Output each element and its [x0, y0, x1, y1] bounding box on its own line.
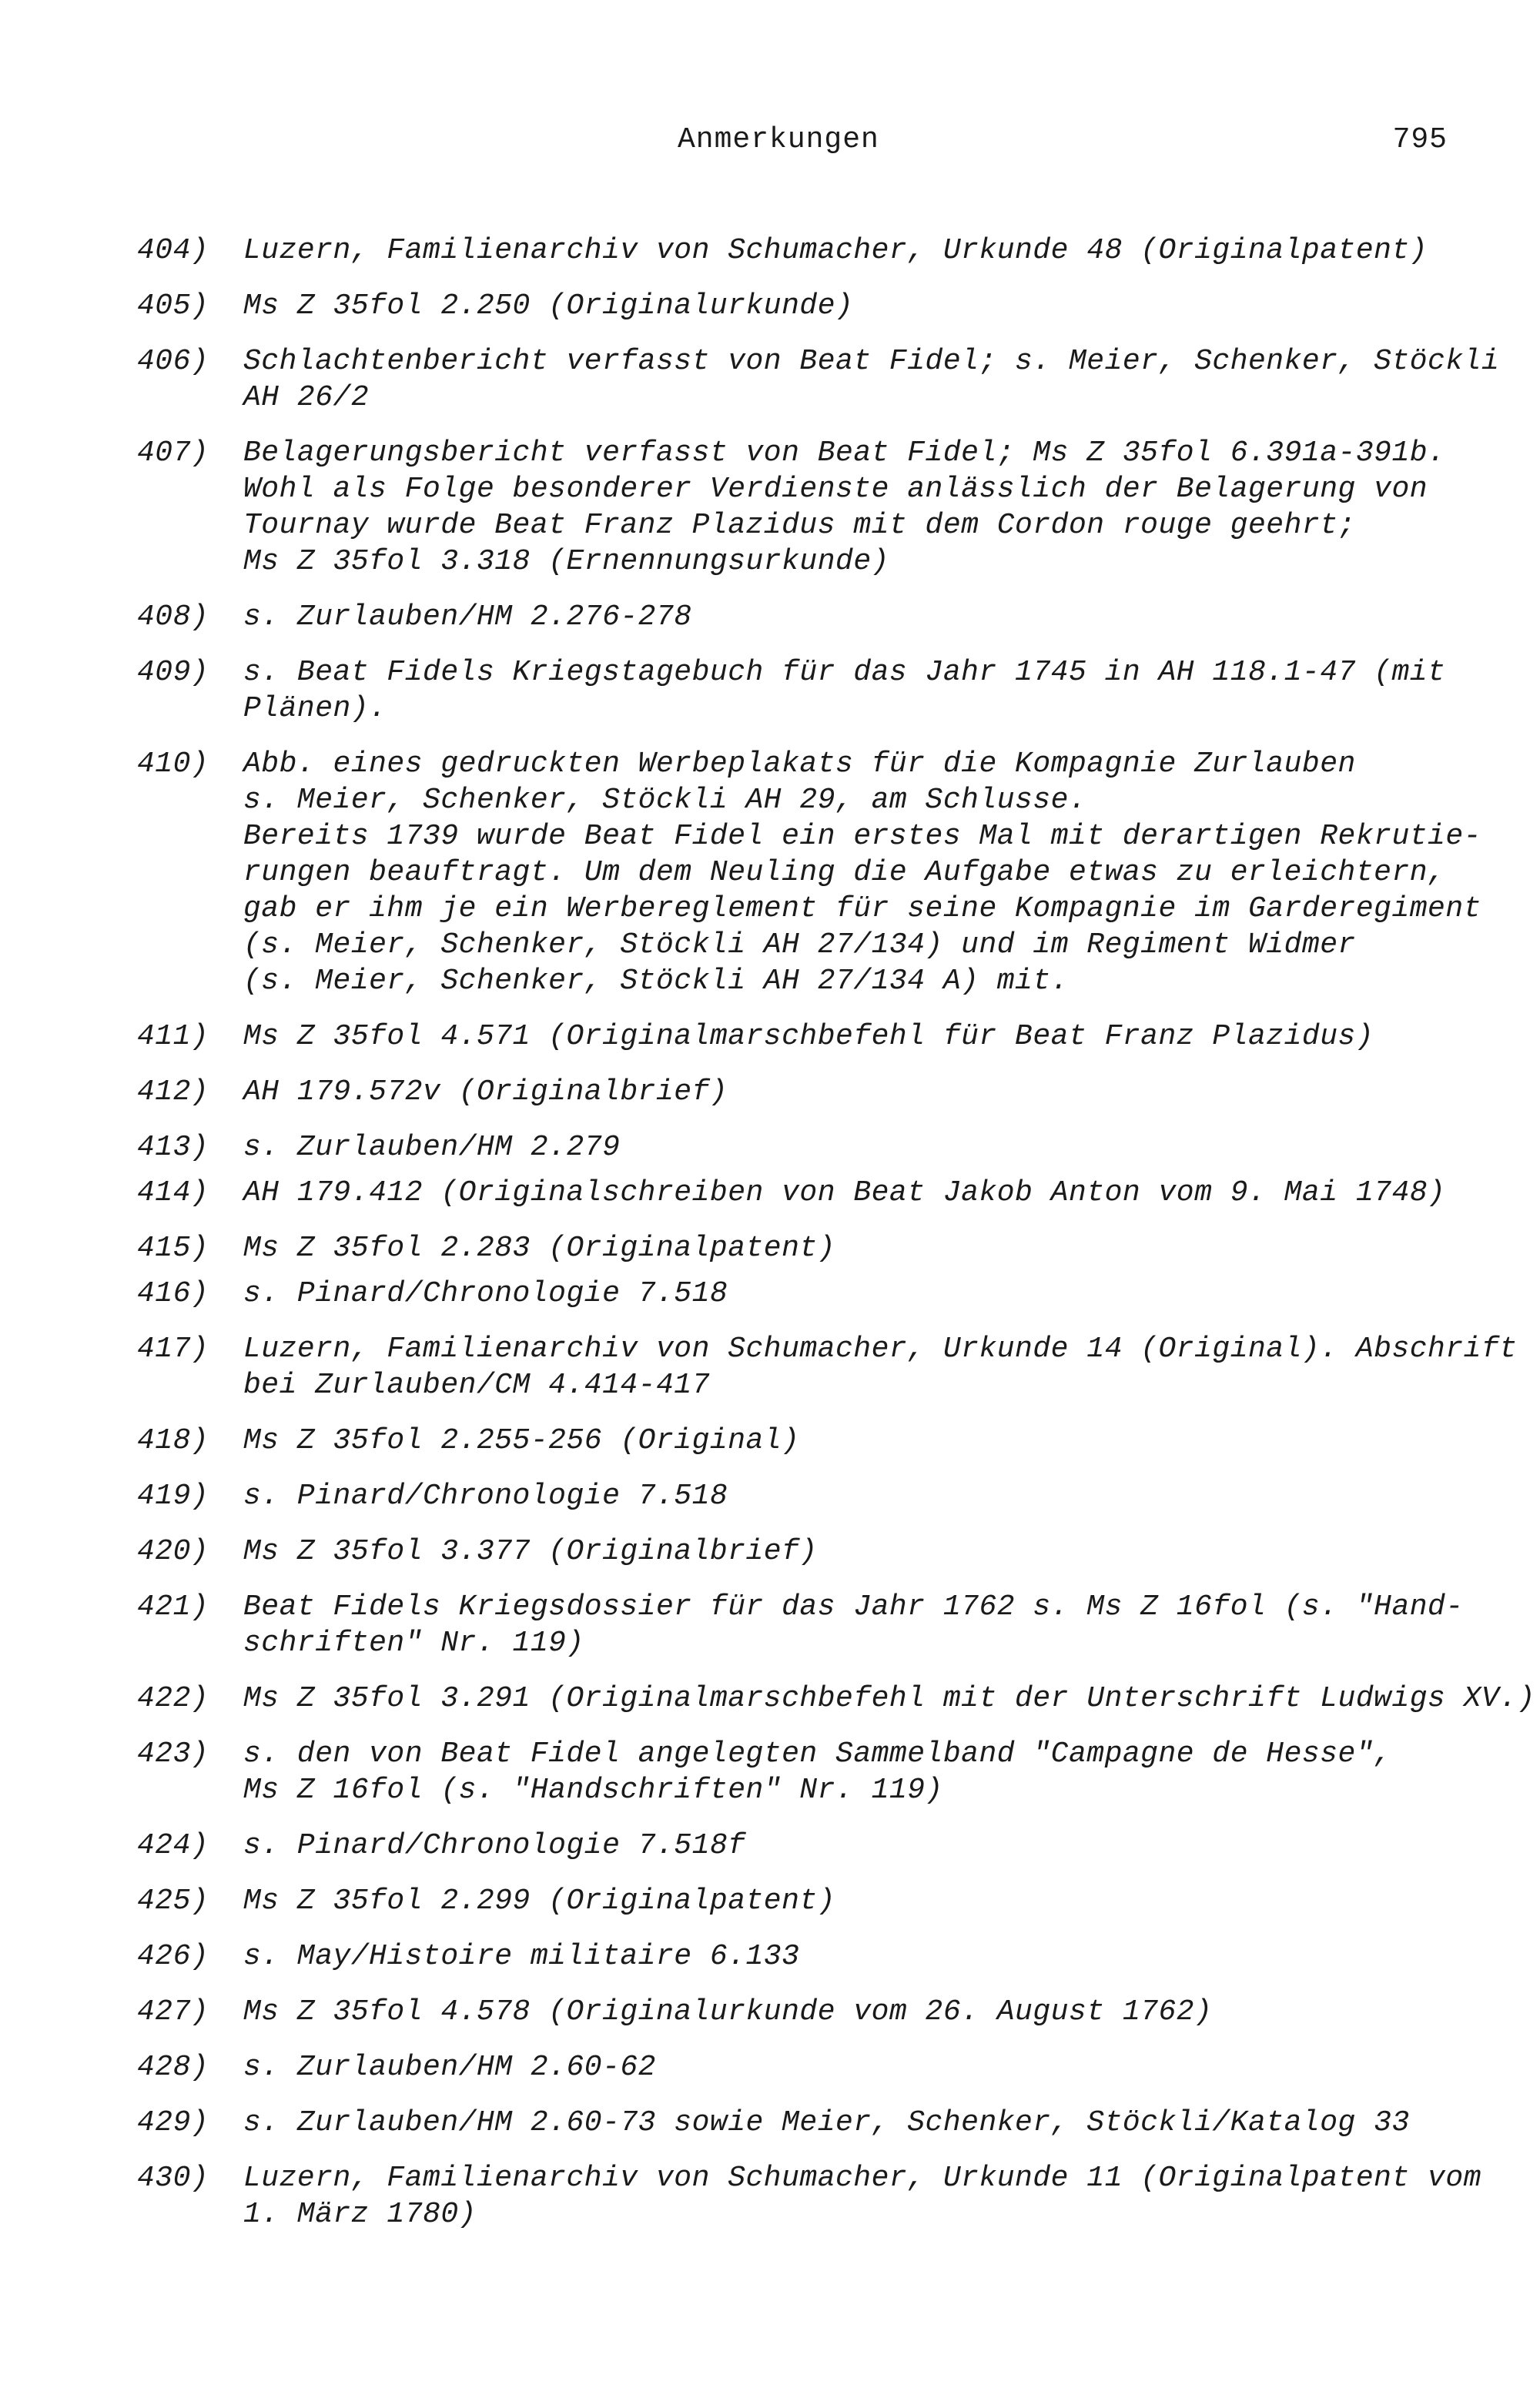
- note-text-line: s. Zurlauben/HM 2.276-278: [243, 600, 692, 634]
- note-text-line: AH 179.412 (Originalschreiben von Beat Jakob Anton vom 9. Mai 1748): [243, 1176, 1446, 1209]
- note-text-line: Plänen).: [243, 692, 387, 725]
- note-text-line: Ms Z 16fol (s. "Handschriften" Nr. 119): [243, 1774, 943, 1807]
- page-title: Anmerkungen: [678, 123, 879, 156]
- note-text-line: Ms Z 35fol 2.255-256 (Original): [243, 1424, 800, 1457]
- note-text: [243, 2105, 1475, 2141]
- note-number: 424): [137, 1829, 209, 1862]
- note-number: 429): [137, 2106, 209, 2139]
- note-item: [0, 1276, 1540, 1312]
- note-text: [243, 435, 1475, 580]
- note-text-line: s. Zurlauben/HM 2.60-73 sowie Meier, Schenker, Stöckli/Katalog 33: [243, 2106, 1410, 2139]
- note-number: 405): [137, 289, 209, 323]
- note-text-line: Ms Z 35fol 3.291 (Originalmarschbefehl mit der Unterschrift Ludwigs XV.): [243, 1682, 1535, 1715]
- note-item: [0, 1533, 1540, 1570]
- note-text: [243, 1938, 1475, 1975]
- note-text-line: s. Zurlauben/HM 2.60-62: [243, 2051, 656, 2084]
- note-text-line: Luzern, Familienarchiv von Schumacher, Urkunde 11 (Originalpatent vom: [243, 2162, 1481, 2195]
- note-item: [0, 2049, 1540, 2085]
- note-text-line: gab er ihm je ein Werbereglement für seine Kompagnie im Garderegiment: [243, 892, 1481, 925]
- note-item: [0, 1423, 1540, 1459]
- note-number: 422): [137, 1682, 209, 1715]
- note-number: 414): [137, 1176, 209, 1209]
- note-text-line: s. Pinard/Chronologie 7.518f: [243, 1829, 746, 1862]
- note-item: [0, 288, 1540, 324]
- note-text-line: AH 179.572v (Originalbrief): [243, 1075, 728, 1109]
- note-item: [0, 1175, 1540, 1211]
- note-text: [243, 1736, 1475, 1808]
- note-text: [243, 1018, 1475, 1055]
- note-text-line: Abb. eines gedruckten Werbeplakats für die Kompagnie Zurlauben: [243, 747, 1356, 781]
- note-text: [243, 343, 1500, 416]
- note-text: [243, 1589, 1475, 1661]
- note-item: [0, 1230, 1540, 1266]
- note-number: 419): [137, 1480, 209, 1513]
- note-text-line: s. Pinard/Chronologie 7.518: [243, 1480, 728, 1513]
- note-text-line: Ms Z 35fol 4.571 (Originalmarschbefehl für Beat Franz Plazidus): [243, 1020, 1374, 1053]
- note-number: 425): [137, 1885, 209, 1918]
- note-number: 408): [137, 600, 209, 634]
- note-item: [0, 746, 1540, 999]
- note-number: 410): [137, 747, 209, 781]
- note-text: [243, 1230, 1475, 1266]
- note-text-line: Wohl als Folge besonderer Verdienste anlässlich der Belagerung von: [243, 473, 1428, 506]
- note-text: [243, 599, 1475, 635]
- note-text-line: s. den von Beat Fidel angelegten Sammelband "Campagne de Hesse",: [243, 1737, 1392, 1771]
- note-text-line: s. May/Histoire militaire 6.133: [243, 1940, 800, 1973]
- note-number: 411): [137, 1020, 209, 1053]
- note-text-line: Luzern, Familienarchiv von Schumacher, Urkunde 14 (Original). Abschrift: [243, 1333, 1518, 1366]
- note-number: 406): [137, 345, 209, 378]
- note-text-line: Bereits 1739 wurde Beat Fidel ein erstes Mal mit derartigen Rekrutie-: [243, 820, 1481, 853]
- note-text: [243, 1533, 1475, 1570]
- note-item: [0, 1129, 1540, 1166]
- note-number: 418): [137, 1424, 209, 1457]
- note-item: [0, 1883, 1540, 1919]
- note-number: 407): [137, 436, 209, 470]
- note-text-line: bei Zurlauben/CM 4.414-417: [243, 1369, 710, 1402]
- note-text: [243, 2049, 1475, 2085]
- note-text-line: schriften" Nr. 119): [243, 1627, 584, 1660]
- note-number: 409): [137, 656, 209, 689]
- note-item: [0, 1018, 1540, 1055]
- note-number: 413): [137, 1131, 209, 1164]
- note-item: [0, 343, 1540, 416]
- note-number: 420): [137, 1535, 209, 1568]
- note-number: 416): [137, 1277, 209, 1310]
- note-text: [243, 746, 1481, 999]
- note-item: [0, 435, 1540, 580]
- note-text: [243, 1276, 1475, 1312]
- note-text-line: Schlachtenbericht verfasst von Beat Fidel; s. Meier, Schenker, Stöckli: [243, 345, 1500, 378]
- note-number: 415): [137, 1232, 209, 1265]
- note-text-line: Ms Z 35fol 4.578 (Originalurkunde vom 26. August 1762): [243, 1995, 1213, 2028]
- note-item: [0, 654, 1540, 727]
- note-text-line: Ms Z 35fol 2.299 (Originalpatent): [243, 1885, 836, 1918]
- note-number: 417): [137, 1333, 209, 1366]
- note-item: [0, 2160, 1540, 2232]
- note-number: 428): [137, 2051, 209, 2084]
- note-number: 426): [137, 1940, 209, 1973]
- note-number: 421): [137, 1590, 209, 1624]
- note-text-line: s. Pinard/Chronologie 7.518: [243, 1277, 728, 1310]
- note-number: 412): [137, 1075, 209, 1109]
- note-text: [243, 1423, 1475, 1459]
- note-text-line: (s. Meier, Schenker, Stöckli AH 27/134) und im Regiment Widmer: [243, 928, 1356, 962]
- note-number: 423): [137, 1737, 209, 1771]
- note-text-line: Tournay wurde Beat Franz Plazidus mit dem Cordon rouge geehrt;: [243, 509, 1356, 542]
- note-text: [243, 1331, 1518, 1403]
- note-text-line: Luzern, Familienarchiv von Schumacher, Urkunde 48 (Originalpatent): [243, 234, 1428, 267]
- note-item: [0, 1331, 1540, 1403]
- running-header: [139, 123, 1448, 169]
- note-text-line: s. Beat Fidels Kriegstagebuch für das Jahr 1745 in AH 118.1-47 (mit: [243, 656, 1446, 689]
- note-number: 427): [137, 1995, 209, 2028]
- note-text: [243, 1994, 1475, 2030]
- note-text-line: AH 26/2: [243, 381, 370, 414]
- note-item: [0, 232, 1540, 269]
- note-text: [243, 1883, 1475, 1919]
- note-text-line: Ms Z 35fol 3.318 (Ernennungsurkunde): [243, 545, 889, 578]
- note-text: [243, 2160, 1481, 2232]
- note-item: [0, 1828, 1540, 1864]
- note-text: [243, 1478, 1475, 1514]
- note-item: [0, 1478, 1540, 1514]
- note-text-line: Ms Z 35fol 3.377 (Originalbrief): [243, 1535, 818, 1568]
- note-item: [0, 599, 1540, 635]
- note-text-line: s. Zurlauben/HM 2.279: [243, 1131, 621, 1164]
- note-text: [243, 1074, 1475, 1110]
- note-text: [243, 1129, 1475, 1166]
- note-item: [0, 2105, 1540, 2141]
- note-text-line: Ms Z 35fol 2.250 (Originalurkunde): [243, 289, 854, 323]
- note-text: [243, 1828, 1475, 1864]
- note-text: [243, 654, 1475, 727]
- note-item: [0, 1938, 1540, 1975]
- note-text-line: (s. Meier, Schenker, Stöckli AH 27/134 A) mit.: [243, 965, 1069, 998]
- note-text-line: 1. März 1780): [243, 2198, 477, 2231]
- note-text: [243, 1681, 1535, 1717]
- note-item: [0, 1074, 1540, 1110]
- note-text-line: Ms Z 35fol 2.283 (Originalpatent): [243, 1232, 836, 1265]
- note-text: [243, 232, 1475, 269]
- note-text-line: s. Meier, Schenker, Stöckli AH 29, am Schlusse.: [243, 784, 1087, 817]
- note-text-line: rungen beauftragt. Um dem Neuling die Aufgabe etwas zu erleichtern,: [243, 856, 1446, 889]
- note-text: [243, 288, 1475, 324]
- note-item: [0, 1589, 1540, 1661]
- note-item: [0, 1994, 1540, 2030]
- notes-list: [0, 232, 1540, 2252]
- note-item: [0, 1681, 1540, 1717]
- note-text-line: Belagerungsbericht verfasst von Beat Fidel; Ms Z 35fol 6.391a-391b.: [243, 436, 1446, 470]
- note-number: 430): [137, 2162, 209, 2195]
- page-number: 795: [1392, 123, 1448, 156]
- note-number: 404): [137, 234, 209, 267]
- note-text-line: Beat Fidels Kriegsdossier für das Jahr 1762 s. Ms Z 16fol (s. "Hand-: [243, 1590, 1464, 1624]
- note-item: [0, 1736, 1540, 1808]
- note-text: [243, 1175, 1475, 1211]
